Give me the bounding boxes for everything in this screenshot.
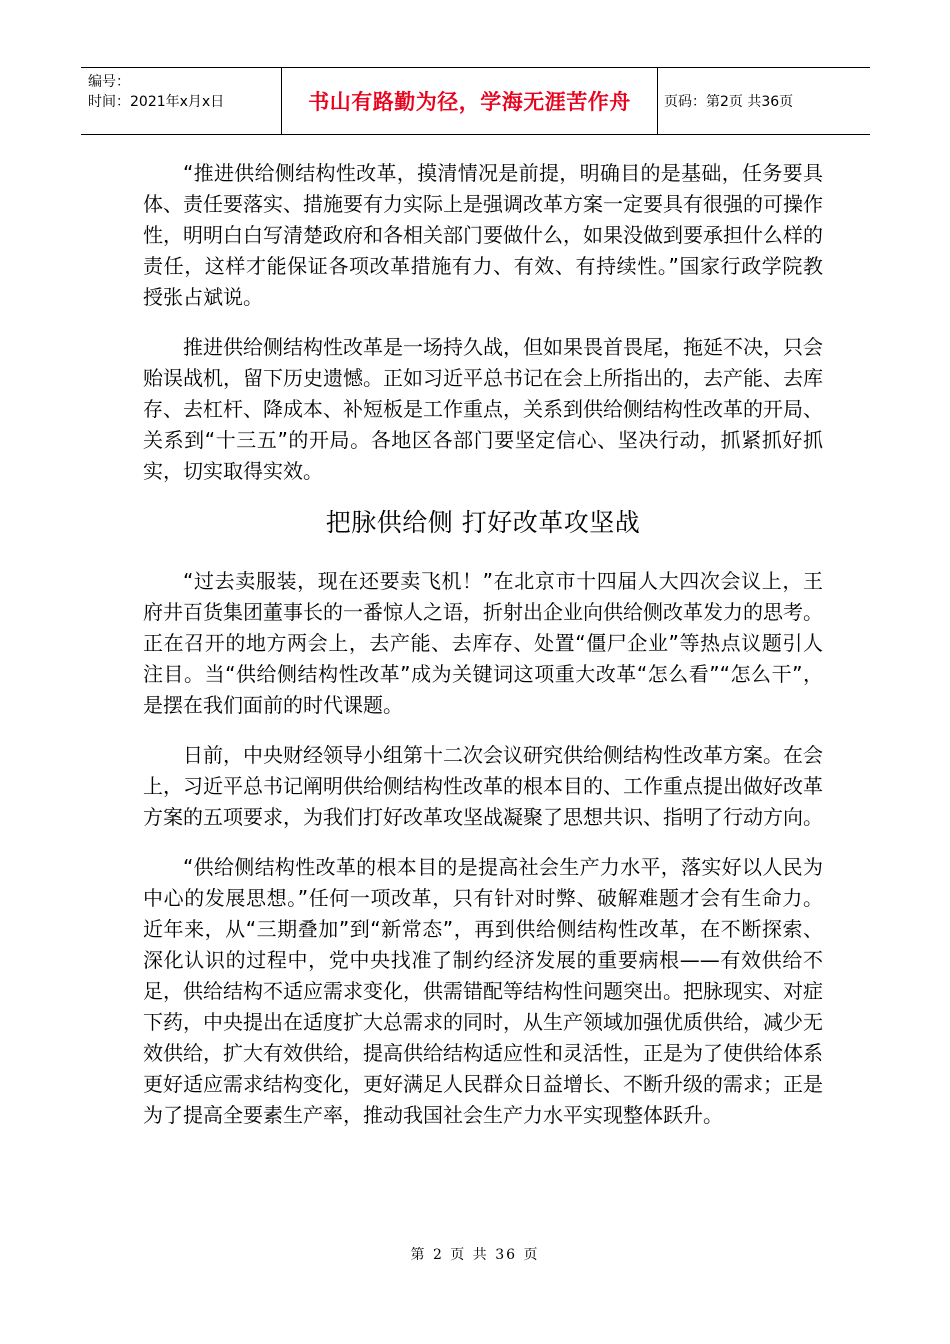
- document-date: 时间：2021年x月x日: [88, 94, 225, 110]
- paragraph: 日前，中央财经领导小组第十二次会议研究供给侧结构性改革方案。在会上，习近平总书记阐明供给侧结构性改革的根本目的、工作重点提出做好改革方案的五项要求，为我们打好改革攻坚战凝聚了思想共识、指明了行动方向。: [143, 743, 823, 829]
- document-body: [143, 158, 823, 1150]
- document-number-label: 编号：: [88, 74, 130, 90]
- section-heading: 把脉供给侧 打好改革攻坚战: [325, 508, 641, 537]
- page-footer: 第 2 页 共 36 页: [410, 1247, 540, 1263]
- paragraph: 推进供给侧结构性改革是一场持久战，但如果畏首畏尾，拖延不决，只会贻误战机，留下历史遗憾。正如习近平总书记在会上所指出的，去产能、去库存、去杠杆、降成本、补短板是工作重点，关系到供给侧结构性改革的开局、关系到“十三五”的开局。各地区各部门要坚定信心、坚决行动，抓紧抓好抓实，切实取得实效。: [143, 335, 823, 483]
- header-motto: 书山有路勤为径，学海无涯苦作舟: [282, 68, 658, 134]
- paragraph: “推进供给侧结构性改革，摸清情况是前提，明确目的是基础，任务要具体、责任要落实、措施要有力实际上是强调改革方案一定要具有很强的可操作性，明明白白写清楚政府和各相关部门要做什么，如果没做到要承担什么样的责任，这样才能保证各项改革措施有力、有效、有持续性。”国家行政学院教授张占斌说。: [143, 161, 823, 309]
- paragraph: “供给侧结构性改革的根本目的是提高社会生产力水平，落实好以人民为中心的发展思想。”任何一项改革，只有针对时弊、破解难题才会有生命力。近年来，从“三期叠加”到“新常态”，再到供给侧结构性改革，在不断探索、深化认识的过程中，党中央找准了制约经济发展的重要病根——有效供给不足，供给结构不适应需求变化，供需错配等结构性问题突出。把脉现实、对症下药，中央提出在适度扩大总需求的同时，从生产领域加强优质供给，减少无效供给，扩大有效供给，提高供给结构适应性和灵活性，正是为了使供给体系更好适应需求结构变化，更好满足人民群众日益增长、不断升级的需求；正是为了提高全要素生产率，推动我国社会生产力水平实现整体跃升。: [143, 855, 823, 1127]
- header-meta: [81, 68, 282, 134]
- page-header: [81, 67, 870, 135]
- paragraph: “过去卖服装，现在还要卖飞机！”在北京市十四届人大四次会议上，王府井百货集团董事长的一番惊人之语，折射出企业向供给侧改革发力的思考。正在召开的地方两会上，去产能、去库存、处置“僵尸企业”等热点议题引人注目。当“供给侧结构性改革”成为关键词这项重大改革“怎么看”“怎么干”，是摆在我们面前的时代课题。: [143, 569, 823, 717]
- header-page-code: 页码：第2页 共36页: [664, 94, 794, 110]
